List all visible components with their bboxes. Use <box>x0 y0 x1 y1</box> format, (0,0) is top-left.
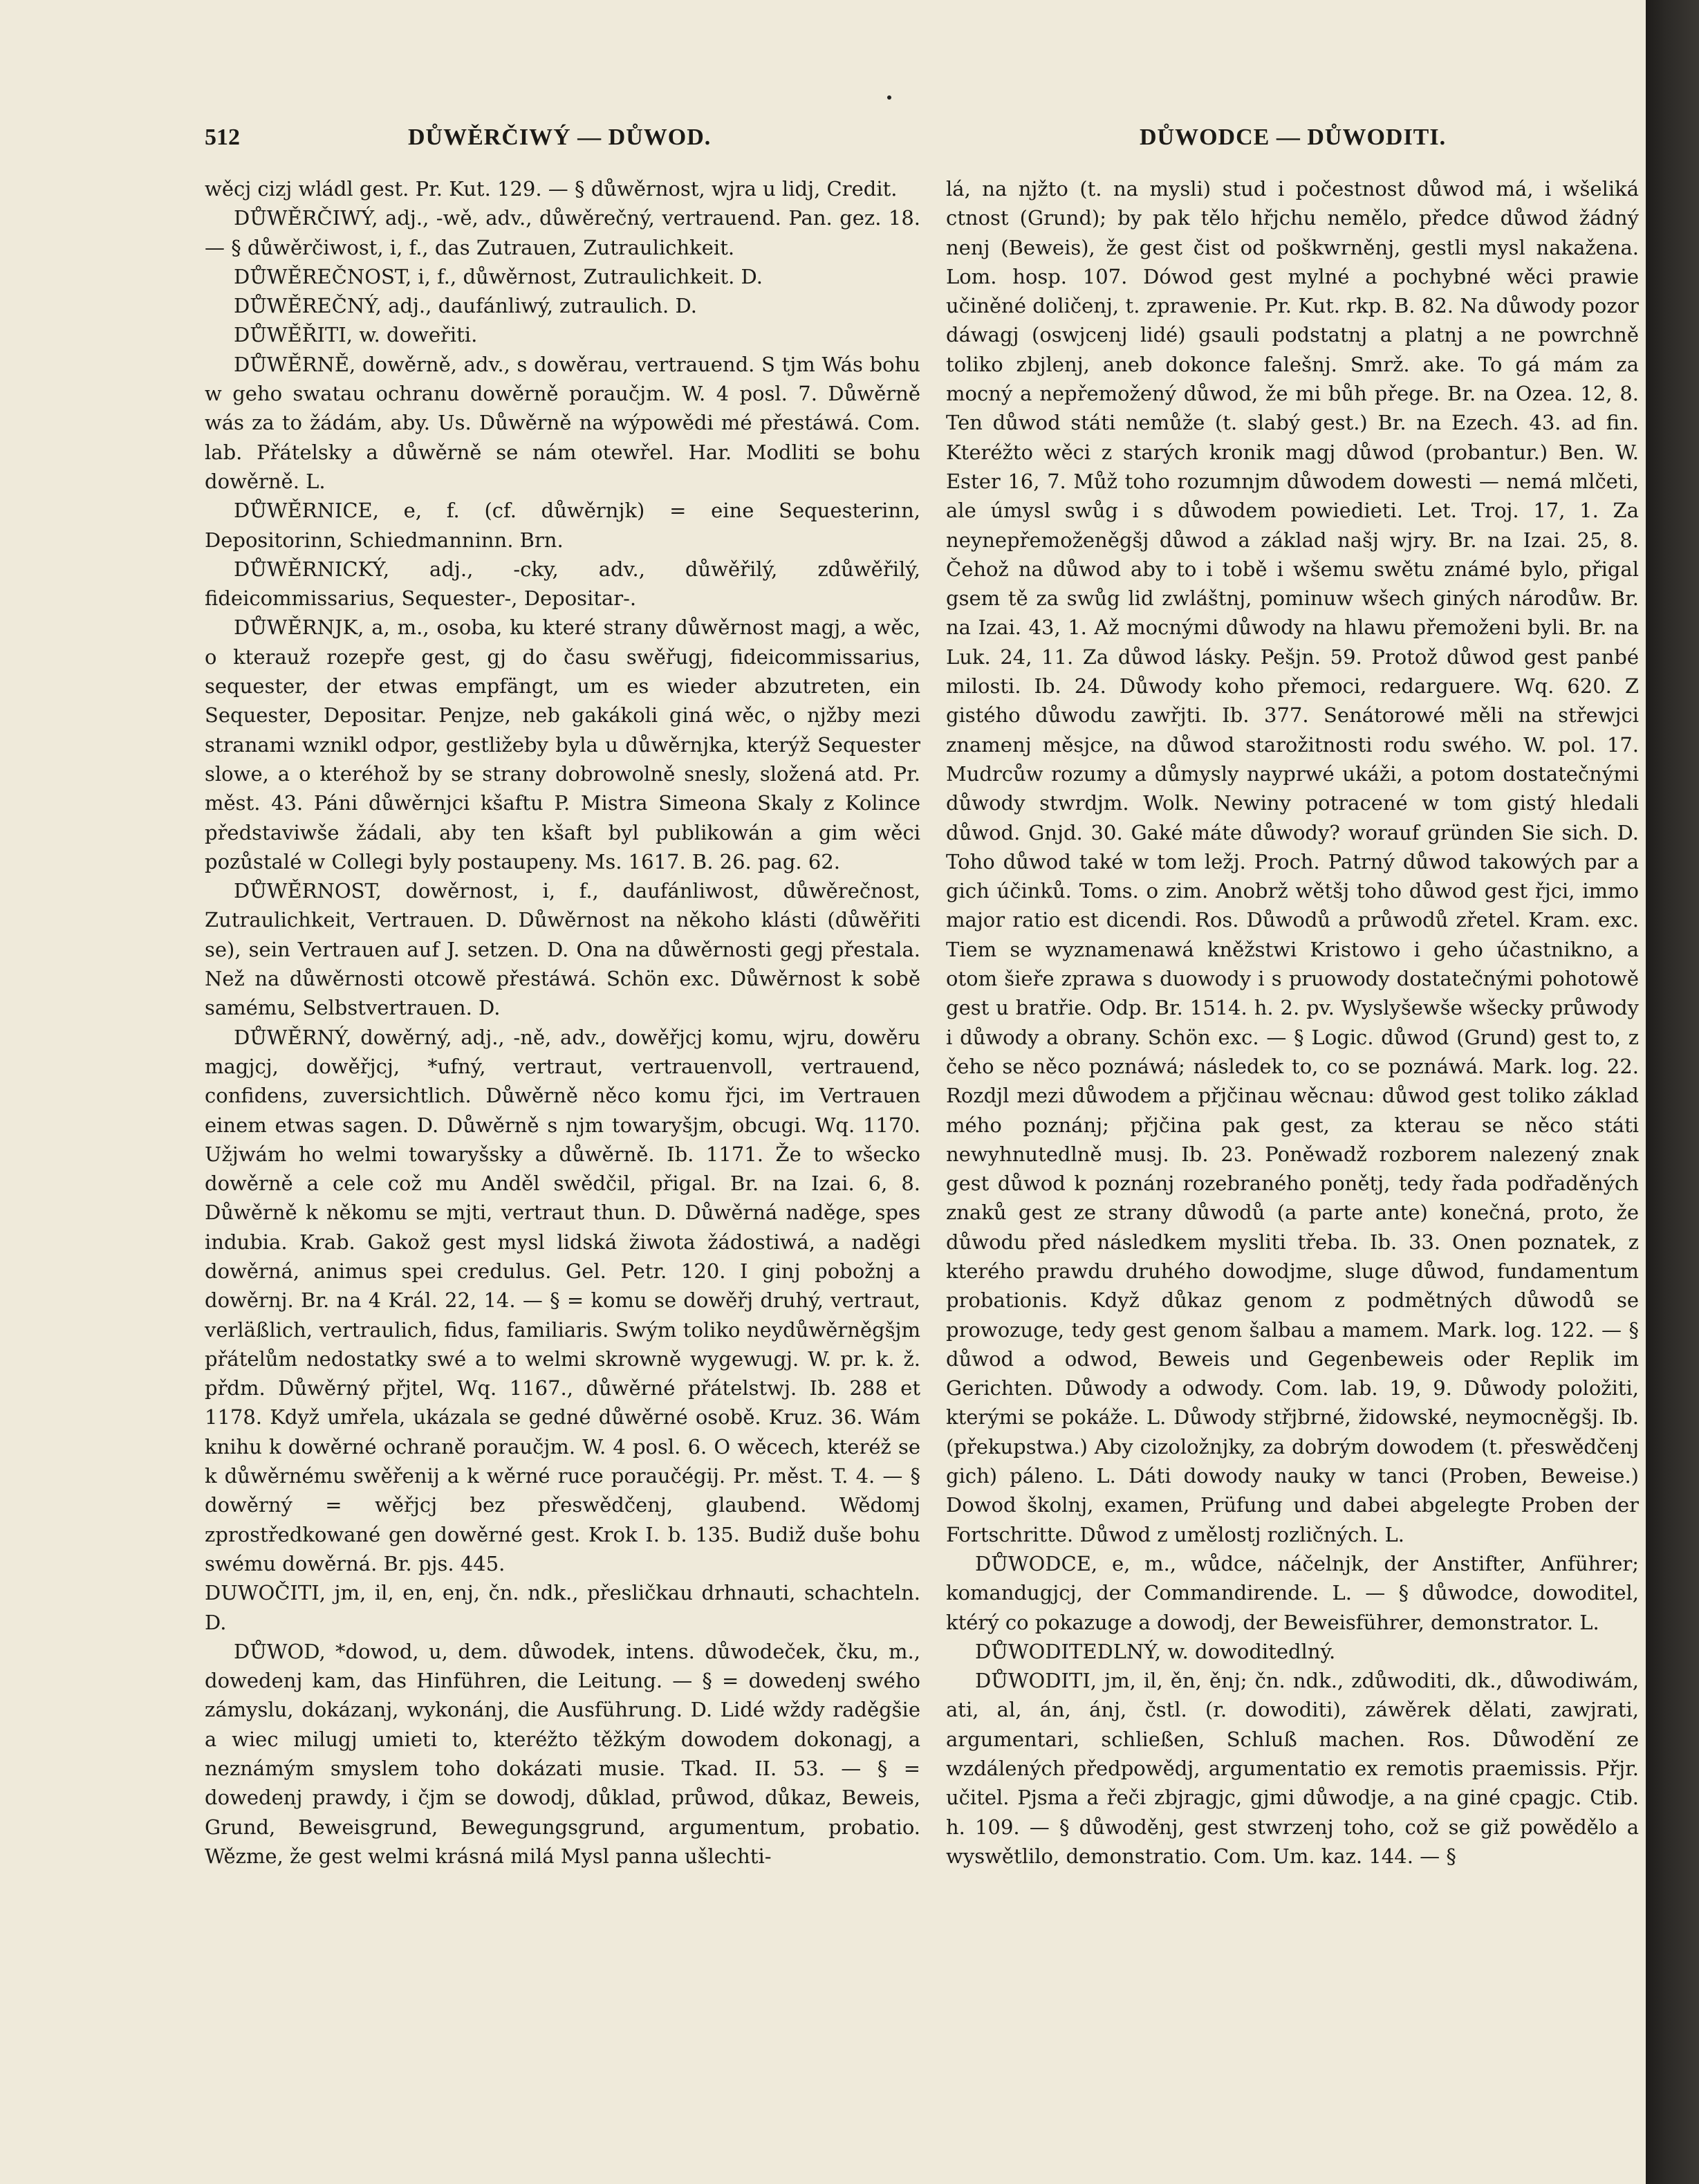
page-number: 512 <box>205 124 240 150</box>
entry-duwerecnost: DŮWĚREČNOST, i, f., důwěrnost, Zutraulichkeit. D. <box>234 264 763 288</box>
entry-duwociti: DUWOČITI, jm, il, en, enj, čn. ndk., přesličkau drhnauti, schachteln. D. <box>205 1581 920 1634</box>
book-edge-shadow <box>1646 0 1699 2184</box>
entry-duwerne: DŮWĚRNĚ, dowěrně, adv., s dowěrau, vertrauend. S tjm Wás bohu w geho swatau ochranu dowěrně poraučjm. W. 4 posl. 7. Důwěrně wás za to žádám, aby. Us. Důwěrně na wýpowědi mé přestáwá. Com. lab. Přátelsky a důwěrně se nám otewřel. Har. Modliti se bohu dowěrně. L. <box>205 352 920 493</box>
entry-duwoditi: DŮWODITI, jm, il, ěn, ěnj; čn. ndk., zdůwoditi, dk., důwodiwám, ati, al, án, ánj, čstl. (r. dowoditi), záwěrek dělati, zawjrati, argumentari, schließen, Schluß machen. Ros. Důwodění ze wzdálených předpowědj, argumentatio ex remotis praemissis. Přjr. učitel. Pjsma a řeči zbjragjc, gjmi důwodje, a na giné cpagjc. Ctib. h. 109. — § důwoděnj, gest stwrzenj toho, což se giž powědělo a wyswětlilo, demonstratio. Com. Um. kaz. 144. — § <box>946 1669 1639 1868</box>
entry-duwod: DŮWOD, *dowod, u, dem. důwodek, intens. důwodeček, čku, m., dowedenj kam, das Hinführen, die Leitung. — § = dowedenj swého zámyslu, dokázanj, wykonánj, die Ausführung. D. Lidé wždy raděgšie a wiec milugj umieti to, kteréžto těžkým dowodem dokonagj, a neznámým smyslem toho dokázati musie. Tkad. II. 53. — § = dowedenj prawdy, i čjm se dowodj, důklad, průwod, důkaz, Beweis, Grund, Beweisgrund, Bewegungsgrund, argumentum, probatio. Wězme, že gest welmi krásná milá Mysl panna ušlechti- <box>205 1639 920 1868</box>
entry-duwerecny: DŮWĚREČNÝ, adj., daufánliwý, zutraulich. D. <box>234 294 697 318</box>
entry-duwoditedlny: DŮWODITEDLNÝ, w. dowoditedlný. <box>975 1639 1336 1663</box>
entry-duwerny: DŮWĚRNÝ, dowěrný, adj., -ně, adv., dowěřjcj komu, wjru, dowěru magjcj, dowěřjcj, *ufný, vertraut, vertrauenvoll, vertrauend, confidens, zuversichtlich. Důwěrně něco komu řjci, im Vertrauen einem etwas sagen. D. Důwěrně s njm towaryšjm, obcugi. Wq. 1170. Užjwám ho welmi towaryšsky a důwěrně. Ib. 1171. Že to wšecko dowěrně a cele což mu Anděl swědčil, přigal. Br. na Izai. 6, 8. Důwěrně k někomu se mjti, vertraut thun. D. Důwěrná naděge, spes indubia. Krab. Gakož gest mysl lidská žiwota žádostiwá, a naděgi dowěrná, animus spei credulus. Gel. Petr. 120. I ginj pobožnj a dowěrnj. Br. na 4 Král. 22, 14. — § = komu se dowěřj druhý, vertraut, verläßlich, vertraulich, fidus, familiaris. Swým toliko neydůwěrněgšjm přátelům nedostatky swé a to welmi skrowně wygewugj. W. pr. k. ž. přdm. Důwěrný přjtel, Wq. 1167., důwěrné přátelstwj. Ib. 288 et 1178. Když umřela, ukázala se gedné důwěrné osobě. Kruz. 36. Wám knihu k dowěrné ochraně poraučjm. W. 4 posl. 6. O wěcech, kteréž se k důwěrnému swěřenij a k wěrné ruce poraučégij. Pr. měst. T. 4. — § dowěrný = wěřjcj bez přeswědčenj, glaubend. Wědomj zprostředkowané gen dowěrné gest. Krok I. b. 135. Budiž duše bohu swému dowěrná. Br. pjs. 445. <box>205 1025 920 1575</box>
entry-duwernicky: DŮWĚRNICKÝ, adj., -cky, adv., důwěřilý, zdůwěřilý, fideicommissarius, Sequester-, Depositar-. <box>205 557 920 611</box>
left-column <box>205 174 920 1871</box>
entry-continuation: wěcj cizj wládl gest. Pr. Kut. 129. — § důwěrnost, wjra u lidj, Credit. <box>205 177 898 201</box>
entry-duwernice: DŮWĚRNICE, e, f. (cf. důwěrnjk) = eine Sequesterinn, Depositorinn, Schiedmanninn. Brn. <box>205 499 920 552</box>
entry-duwernjk: DŮWĚRNJK, a, m., osoba, ku které strany důwěrnost magj, a wěc, o kterauž rozepře gest, gj do času swěřugj, fideicommissarius, sequester, der etwas empfängt, um es wieder abzutreten, ein Sequester, Depositar. Penjze, neb gakákoli giná wěc, o njžby mezi stranami wznikl odpor, gestližeby byla u důwěrnjka, kterýž Sequester slowe, a o kteréhož by se strany dobrowolně snesly, složená atd. Pr. měst. 43. Páni důwěrnjci kšaftu P. Mistra Simeona Skaly z Kolince představiwše žádali, aby ten kšaft byl publikowán a gim wěci pozůstalé w Collegi byly postaupeny. Ms. 1617. B. 26. pag. 62. <box>205 616 920 873</box>
entry-duwod-continued: lá, na njžto (t. na mysli) stud i počestnost důwod má, i wšeliká ctnost (Grund); by pak tělo hřjchu nemělo, předce důwod žádný nenj (Beweis), že gest čist od poškwrněnj, gestli mysl nakažena. Lom. hosp. 107. Dówod gest mylné a pochybné wěci prawie učiněné doličenj, t. zprawenie. Pr. Kut. rkp. B. 82. Na důwody pozor dáwagj (oswjcenj lidé) gsauli podstatnj a platnj a ne powrchně toliko zbjlenj, aneb dokonce falešnj. Smrž. ake. To gá mám za mocný a nepřemožený důwod, že mi bůh přege. Br. na Ozea. 12, 8. Ten důwod státi nemůže (t. slabý gest.) Br. na Ezech. 43. ad fin. Kteréžto wěci z starých kronik magj důwod (probantur.) Ben. W. Ester 16, 7. Můž toho rozumnjm důwodem dowesti — nemá mlčeti, ale úmysl swůg i s důwodem powiedieti. Let. Troj. 17, 1. Za neynepřemoženěgšj důwod a základ našj wjry. Br. na Izai. 25, 8. Čehož na důwod aby to i tobě i wšemu swětu známé bylo, přigal gsem tě za swůg lid zwláštnj, pominuw wšech giných národůw. Br. na Izai. 43, 1. Až mocnými důwody na hlawu přemoženi byli. Br. na Luk. 24, 11. Za důwod lásky. Pešjn. 59. Protož důwod gest panbé milosti. Ib. 24. Důwody koho přemoci, redarguere. Wq. 620. Z gistého důwodu zawřjti. Ib. 377. Senátorowé měli na střewjci znamenj měsjce, na důwod starožitnosti rodu swého. W. pol. 17. Mudrcůw rozumy a důmysly nayprwé ukáži, a potom dostatečnými důwody stwrdjm. Wolk. Newiny potracené w tom gistý hledali důwod. Gnjd. 30. Gaké máte důwody? worauf gründen Sie sich. D. Toho důwod také w tom ležj. Proch. Patrný důwod takowých par a gich účinků. Toms. o zim. Anobrž wětšj toho důwod gest řjci, immo major ratio est dicendi. Ros. Důwodů a průwodů zřetel. Kram. exc. Tiem se wyznamenawá kněžstwi Kristowo i geho účastnikno, a otom šieře zprawa s duowody i s pruowody dostatečnými pohotowě gest u bratřie. Odp. Br. 1514. h. 2. pv. Wyslyšewše wšecky průwody i důwody a obrany. Schön exc. — § Logic. důwod (Grund) gest to, z čeho se něco poznáwá; následek to, co se poznáwá. Mark. log. 22. Rozdjl mezi důwodem a přjčinau wěcnau: důwod gest toliko základ mého poznánj; přjčina pak gest, za kterau se něco státi newyhnutedlně musj. Ib. 23. Poněwadž rozborem nalezený znak gest důwod k poznánj rozebraného ponětj, tedy řada podřaděných znaků gest ze strany důwodů (a parte ante) konečná, proto, že důwodu před následkem mysliti třeba. Ib. 33. Onen poznatek, z kterého prawdu druhého dowodjme, sluge důwod, fundamentum probationis. Když důkaz genom z podmětných důwodů se prowozuge, tedy gest genom šalbau a mamem. Mark. log. 122. — § důwod a odwod, Beweis und Gegenbeweis oder Replik im Gerichten. Důwody a odwody. Com. lab. 19, 9. Důwody položiti, kterými se pokáže. L. Důwody střjbrné, židowské, neymocněgšj. Ib. (překupstwa.) Aby cizoložnjky, za dobrým dowodem (t. přeswědčenj gich) páleno. L. Dáti dowody nauky w tanci (Proben, Beweise.) Dowod školnj, examen, Prüfung und dabei abgelegte Proben der Fortschritte. Důwod z umělostj rozličných. L. <box>946 177 1639 1546</box>
left-running-head: DŮWĚRČIWÝ — DŮWOD. <box>408 124 712 150</box>
entry-duwercivy: DŮWĚRČIWÝ, adj., -wě, adv., důwěrečný, vertrauend. Pan. gez. 18. — § důwěrčiwost, i, f., das Zutrauen, Zutraulichkeit. <box>205 206 920 259</box>
entry-duweriti: DŮWĚŘITI, w. doweřiti. <box>234 323 478 347</box>
entry-duwernost: DŮWĚRNOST, dowěrnost, i, f., daufánliwost, důwěrečnost, Zutraulichkeit, Vertrauen. D. Důwěrnost na někoho klásti (důwěřiti se), sein Vertrauen auf J. setzen. D. Ona na důwěrnosti gegj přestala. Než na důwěrnosti otcowě přestáwá. Schön exc. Důwěrnost k sobě samému, Selbstvertrauen. D. <box>205 879 920 1020</box>
ink-speck <box>887 95 891 100</box>
right-running-head: DŮWODCE — DŮWODITI. <box>1140 124 1447 150</box>
right-column <box>946 174 1639 1871</box>
entry-duwodce: DŮWODCE, e, m., wůdce, náčelnjk, der Anstifter, Anführer; komandugjcj, der Commandirende. L. — § důwodce, dowoditel, ktérý co pokazuge a dowodj, der Beweisführer, demonstrator. L. <box>946 1551 1639 1634</box>
